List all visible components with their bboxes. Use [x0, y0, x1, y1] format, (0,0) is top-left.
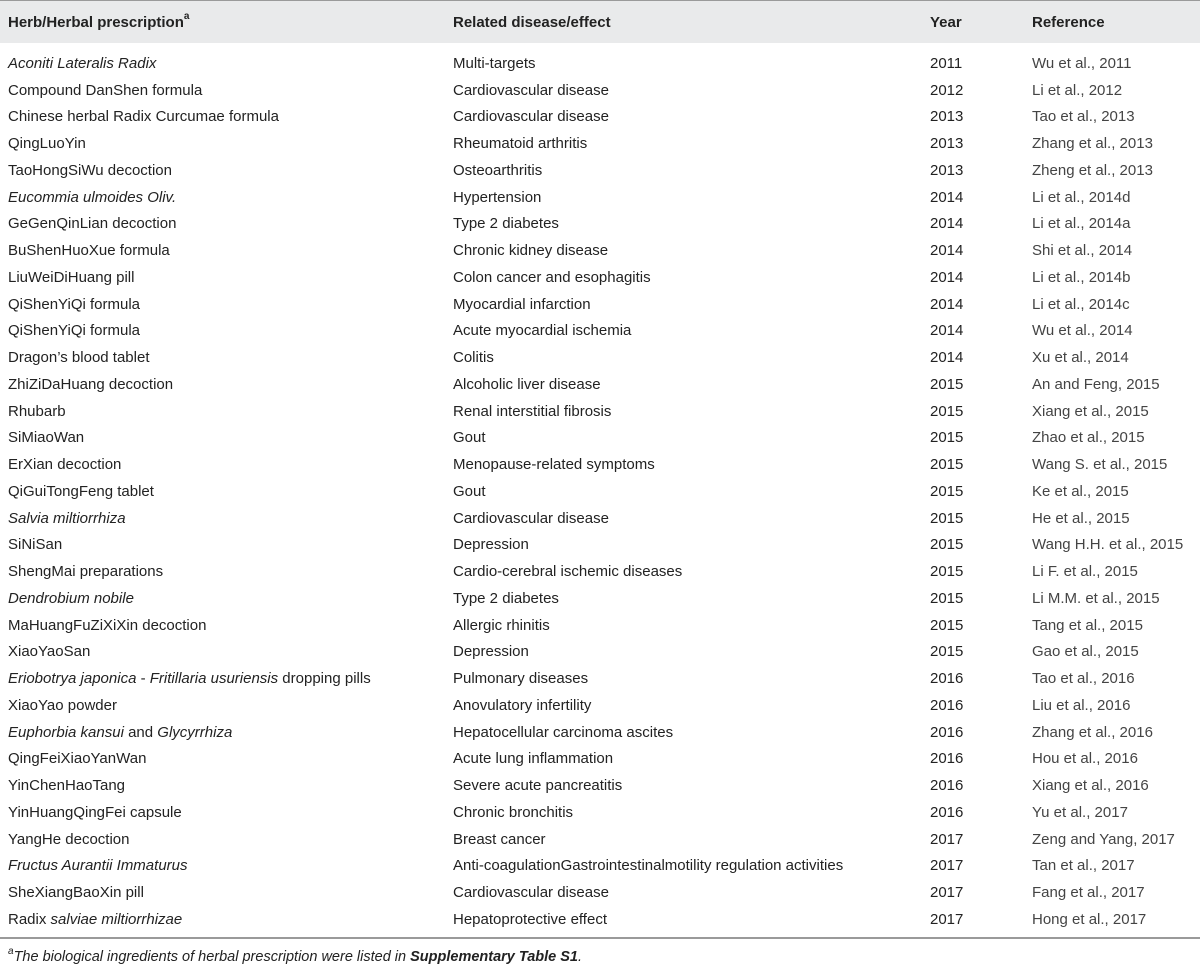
- cell-year: 2016: [930, 696, 964, 714]
- cell-disease: Anti-coagulationGastrointestinalmotility regulation activities: [453, 857, 844, 875]
- cell-herb: LiuWeiDiHuang pill: [8, 268, 135, 286]
- cell-disease: Menopause-related symptoms: [453, 456, 655, 474]
- cell-year: 2013: [930, 135, 964, 153]
- cell-year: 2015: [930, 563, 964, 581]
- cell-year: 2013: [930, 161, 964, 179]
- cell-reference: Li et al., 2012: [1032, 81, 1123, 99]
- table-body: [0, 43, 1200, 933]
- table-row: [0, 612, 1200, 639]
- table-row: [0, 50, 1200, 77]
- table-row: [0, 77, 1200, 104]
- cell-year: 2016: [930, 670, 964, 688]
- table-row: [0, 665, 1200, 692]
- cell-disease: Acute lung inflammation: [453, 750, 614, 768]
- cell-disease: Type 2 diabetes: [453, 215, 559, 233]
- cell-reference: Li et al., 2014a: [1032, 215, 1131, 233]
- table-row: [0, 104, 1200, 131]
- cell-year: 2015: [930, 509, 964, 527]
- cell-reference: Gao et al., 2015: [1032, 643, 1139, 661]
- cell-herb: Eucommia ulmoides Oliv.: [8, 188, 177, 206]
- cell-herb: Radix salviae miltiorrhizae: [8, 910, 183, 928]
- cell-disease: Breast cancer: [453, 830, 546, 848]
- cell-reference: Li F. et al., 2015: [1032, 563, 1138, 581]
- cell-year: 2016: [930, 750, 964, 768]
- table-row: [0, 879, 1200, 906]
- cell-year: 2017: [930, 857, 964, 875]
- table-header-row: [0, 0, 1200, 43]
- cell-disease: Cardio-cerebral ischemic diseases: [453, 563, 683, 581]
- cell-year: 2016: [930, 723, 964, 741]
- cell-disease: Colitis: [453, 349, 494, 367]
- header-year: Year: [930, 13, 962, 31]
- cell-year: 2016: [930, 777, 964, 795]
- cell-reference: An and Feng, 2015: [1032, 375, 1160, 393]
- cell-disease: Depression: [453, 536, 529, 554]
- cell-herb: SiNiSan: [8, 536, 63, 554]
- cell-herb: Dendrobium nobile: [8, 589, 134, 607]
- cell-disease: Rheumatoid arthritis: [453, 135, 588, 153]
- table-row: [0, 344, 1200, 371]
- cell-reference: Yu et al., 2017: [1032, 803, 1128, 821]
- cell-year: 2015: [930, 429, 964, 447]
- cell-disease: Cardiovascular disease: [453, 81, 609, 99]
- header-reference: Reference: [1032, 13, 1105, 31]
- cell-reference: Li et al., 2014b: [1032, 268, 1131, 286]
- cell-herb: QiGuiTongFeng tablet: [8, 482, 154, 500]
- table-row: [0, 425, 1200, 452]
- cell-disease: Type 2 diabetes: [453, 589, 559, 607]
- cell-reference: He et al., 2015: [1032, 509, 1130, 527]
- cell-herb: Salvia miltiorrhiza: [8, 509, 126, 527]
- cell-herb: Aconiti Lateralis Radix: [8, 54, 157, 72]
- cell-disease: Alcoholic liver disease: [453, 375, 601, 393]
- table-row: [0, 237, 1200, 264]
- table-row: [0, 906, 1200, 933]
- cell-herb: XiaoYaoSan: [8, 643, 91, 661]
- table-row: [0, 130, 1200, 157]
- cell-disease: Renal interstitial fibrosis: [453, 402, 612, 420]
- cell-disease: Acute myocardial ischemia: [453, 322, 632, 340]
- cell-reference: Hou et al., 2016: [1032, 750, 1138, 768]
- cell-herb: ErXian decoction: [8, 456, 122, 474]
- cell-reference: Tang et al., 2015: [1032, 616, 1143, 634]
- cell-disease: Cardiovascular disease: [453, 108, 609, 126]
- cell-year: 2015: [930, 643, 964, 661]
- cell-herb: YangHe decoction: [8, 830, 130, 848]
- table-row: [0, 398, 1200, 425]
- cell-reference: Ke et al., 2015: [1032, 482, 1129, 500]
- cell-reference: Wang H.H. et al., 2015: [1032, 536, 1184, 554]
- cell-year: 2015: [930, 375, 964, 393]
- cell-herb: Rhubarb: [8, 402, 66, 420]
- table-row: [0, 558, 1200, 585]
- cell-disease: Gout: [453, 429, 486, 447]
- cell-herb: XiaoYao powder: [8, 696, 117, 714]
- cell-herb: BuShenHuoXue formula: [8, 242, 170, 260]
- cell-herb: GeGenQinLian decoction: [8, 215, 177, 233]
- cell-disease: Gout: [453, 482, 486, 500]
- cell-herb: QingFeiXiaoYanWan: [8, 750, 147, 768]
- table-row: [0, 826, 1200, 853]
- table-row: [0, 184, 1200, 211]
- table-row: [0, 585, 1200, 612]
- cell-herb: SiMiaoWan: [8, 429, 85, 447]
- cell-disease: Osteoarthritis: [453, 161, 543, 179]
- table-row: [0, 211, 1200, 238]
- cell-reference: Xiang et al., 2016: [1032, 777, 1149, 795]
- cell-disease: Hypertension: [453, 188, 542, 206]
- cell-herb: SheXiangBaoXin pill: [8, 884, 144, 902]
- table-footnote: $^a$The biological ingredients of herbal prescription were listed in Supplementary Table S1.: [8, 946, 583, 965]
- cell-disease: Chronic kidney disease: [453, 242, 609, 260]
- cell-herb: Compound DanShen formula: [8, 81, 203, 99]
- cell-reference: Wang S. et al., 2015: [1032, 456, 1168, 474]
- cell-year: 2013: [930, 108, 964, 126]
- cell-reference: Zeng and Yang, 2017: [1032, 830, 1175, 848]
- table-row: [0, 505, 1200, 532]
- cell-year: 2014: [930, 215, 964, 233]
- cell-disease: Cardiovascular disease: [453, 884, 609, 902]
- table-row: [0, 478, 1200, 505]
- cell-reference: Wu et al., 2011: [1032, 54, 1132, 72]
- cell-disease: Hepatoprotective effect: [453, 910, 607, 928]
- cell-year: 2014: [930, 349, 964, 367]
- cell-reference: Zhang et al., 2013: [1032, 135, 1153, 153]
- cell-reference: Tao et al., 2013: [1032, 108, 1135, 126]
- cell-reference: Li et al., 2014c: [1032, 295, 1130, 313]
- table-row: [0, 719, 1200, 746]
- cell-disease: Multi-targets: [453, 54, 536, 72]
- cell-herb: ZhiZiDaHuang decoction: [8, 375, 174, 393]
- table-row: [0, 264, 1200, 291]
- cell-disease: Depression: [453, 643, 529, 661]
- cell-disease: Cardiovascular disease: [453, 509, 609, 527]
- cell-year: 2014: [930, 322, 964, 340]
- table-row: [0, 799, 1200, 826]
- cell-disease: Severe acute pancreatitis: [453, 777, 623, 795]
- table-row: [0, 451, 1200, 478]
- table-row: [0, 371, 1200, 398]
- cell-year: 2015: [930, 402, 964, 420]
- cell-disease: Pulmonary diseases: [453, 670, 589, 688]
- cell-herb: ShengMai preparations: [8, 563, 164, 581]
- cell-year: 2017: [930, 910, 964, 928]
- cell-year: 2017: [930, 884, 964, 902]
- cell-reference: Zhang et al., 2016: [1032, 723, 1153, 741]
- cell-year: 2015: [930, 536, 964, 554]
- cell-disease: Hepatocellular carcinoma ascites: [453, 723, 674, 741]
- cell-herb: TaoHongSiWu decoction: [8, 161, 172, 179]
- cell-reference: Li et al., 2014d: [1032, 188, 1131, 206]
- header-disease: Related disease/effect: [453, 13, 611, 31]
- cell-reference: Xiang et al., 2015: [1032, 402, 1149, 420]
- header-herb: Herb/Herbal prescription$^a$: [8, 11, 190, 31]
- cell-reference: Liu et al., 2016: [1032, 696, 1131, 714]
- cell-disease: Allergic rhinitis: [453, 616, 550, 634]
- table-bottom-rule: [0, 937, 1200, 939]
- cell-reference: Zhao et al., 2015: [1032, 429, 1145, 447]
- table-row: [0, 291, 1200, 318]
- cell-year: 2016: [930, 803, 964, 821]
- table-row: [0, 853, 1200, 880]
- cell-reference: Fang et al., 2017: [1032, 884, 1145, 902]
- cell-herb: Chinese herbal Radix Curcumae formula: [8, 108, 279, 126]
- table-row: [0, 639, 1200, 666]
- cell-year: 2012: [930, 81, 964, 99]
- cell-reference: Wu et al., 2014: [1032, 322, 1133, 340]
- cell-reference: Tao et al., 2016: [1032, 670, 1135, 688]
- cell-year: 2014: [930, 295, 964, 313]
- cell-herb: Dragon’s blood tablet: [8, 349, 150, 367]
- cell-reference: Hong et al., 2017: [1032, 910, 1147, 928]
- cell-year: 2014: [930, 188, 964, 206]
- cell-herb: YinChenHaoTang: [8, 777, 126, 795]
- cell-year: 2014: [930, 242, 964, 260]
- cell-herb: YinHuangQingFei capsule: [8, 803, 182, 821]
- cell-herb: QingLuoYin: [8, 135, 86, 153]
- cell-herb: MaHuangFuZiXiXin decoction: [8, 616, 207, 634]
- cell-herb: Euphorbia kansui and Glycyrrhiza: [8, 723, 233, 741]
- cell-herb: QiShenYiQi formula: [8, 322, 140, 340]
- table-row: [0, 746, 1200, 773]
- cell-year: 2011: [930, 54, 963, 72]
- table-row: [0, 532, 1200, 559]
- cell-year: 2015: [930, 616, 964, 634]
- cell-reference: Tan et al., 2017: [1032, 857, 1135, 875]
- cell-reference: Li M.M. et al., 2015: [1032, 589, 1160, 607]
- cell-herb: Fructus Aurantii Immaturus: [8, 857, 188, 875]
- cell-reference: Zheng et al., 2013: [1032, 161, 1153, 179]
- cell-year: 2015: [930, 482, 964, 500]
- cell-year: 2015: [930, 589, 964, 607]
- cell-reference: Shi et al., 2014: [1032, 242, 1133, 260]
- table-row: [0, 157, 1200, 184]
- table-row: [0, 772, 1200, 799]
- cell-year: 2014: [930, 268, 964, 286]
- cell-herb: Eriobotrya japonica - Fritillaria usuriensis dropping pills: [8, 670, 371, 688]
- cell-disease: Chronic bronchitis: [453, 803, 574, 821]
- table-row: [0, 318, 1200, 345]
- cell-disease: Myocardial infarction: [453, 295, 591, 313]
- cell-year: 2015: [930, 456, 964, 474]
- table-row: [0, 692, 1200, 719]
- cell-reference: Xu et al., 2014: [1032, 349, 1129, 367]
- cell-herb: QiShenYiQi formula: [8, 295, 140, 313]
- cell-disease: Anovulatory infertility: [453, 696, 592, 714]
- cell-year: 2017: [930, 830, 964, 848]
- cell-disease: Colon cancer and esophagitis: [453, 268, 651, 286]
